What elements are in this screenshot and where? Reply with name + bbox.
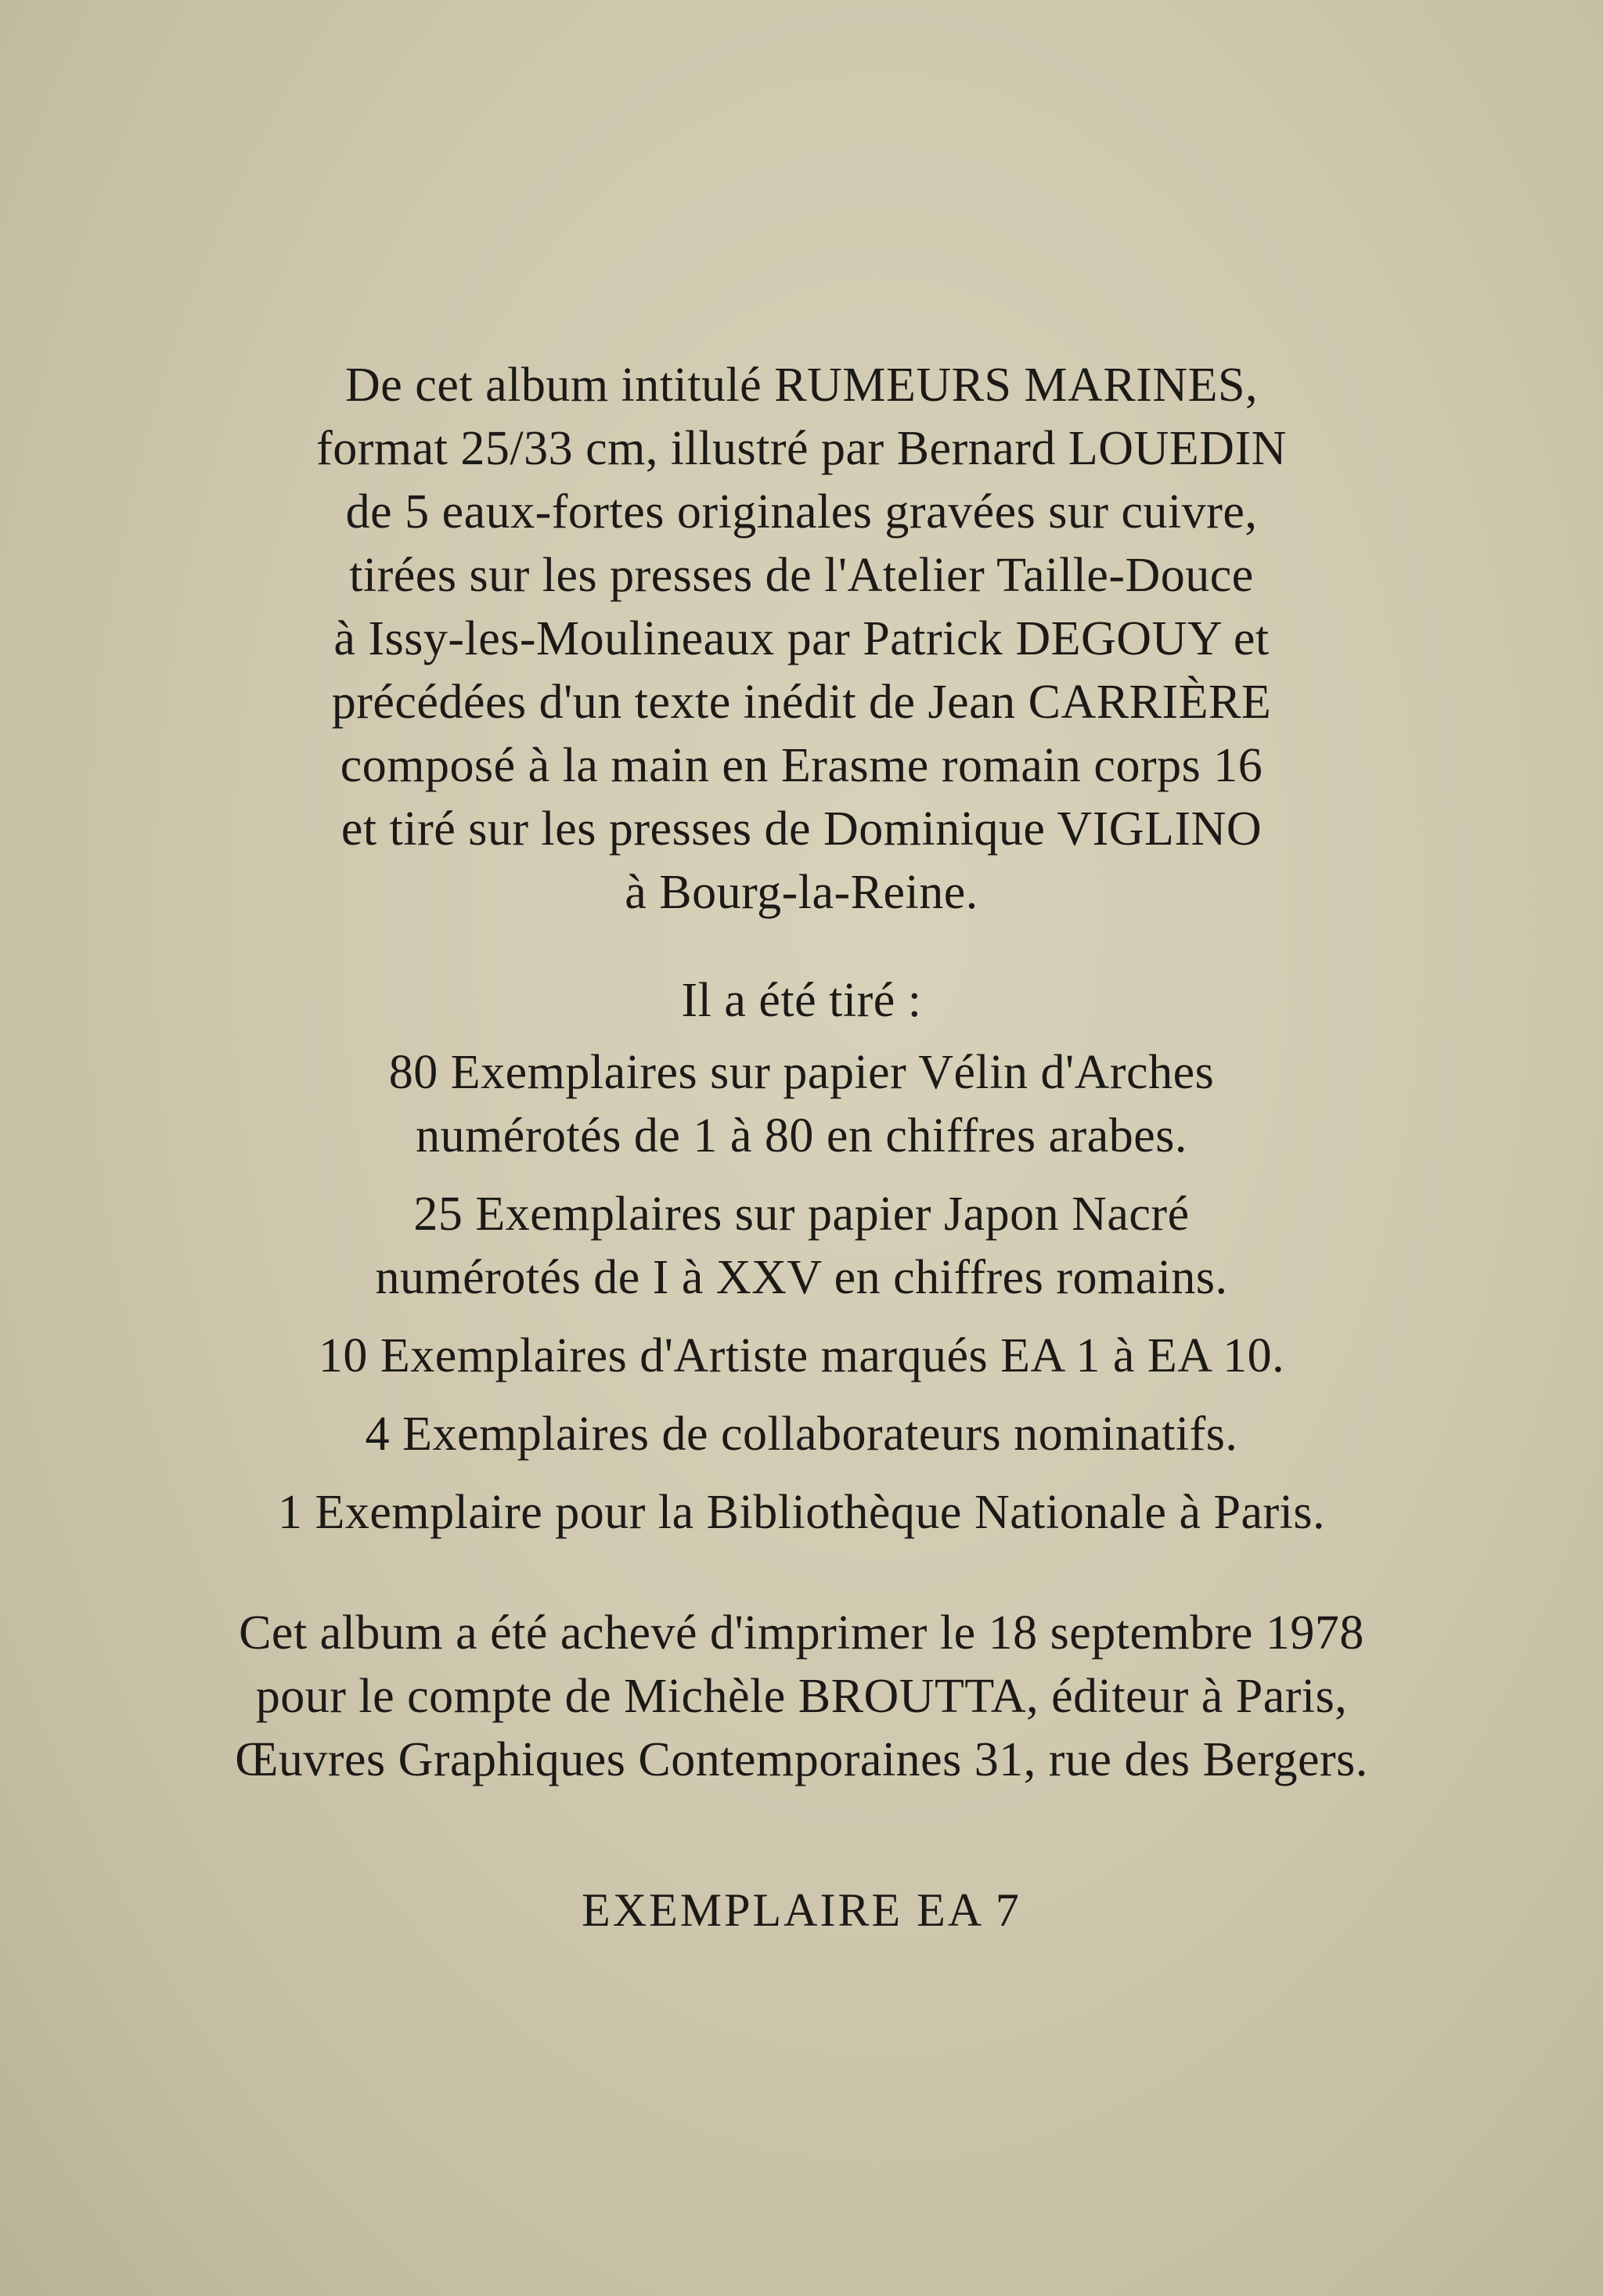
tirage-item-line: 25 Exemplaires sur papier Japon Nacré	[413, 1188, 1190, 1241]
tirage-item-artiste	[0, 1325, 1603, 1388]
colophon-line: Œuvres Graphiques Contemporaines 31, rue des Bergers.	[235, 1733, 1368, 1786]
tirage-heading-text: Il a été tiré :	[681, 974, 922, 1027]
exemplaire-text: EXEMPLAIRE EA 7	[582, 1884, 1021, 1936]
intro-line: et tiré sur les presses de Dominique VIGLINO	[340, 802, 1263, 856]
colophon-line: Cet album a été achevé d'imprimer le 18 septembre 1978	[239, 1606, 1364, 1660]
tirage-item-velin	[0, 1041, 1603, 1168]
intro-line: précédées d'un texte inédit de Jean CARRIÈRE	[331, 676, 1272, 729]
intro-line: à Bourg-la-Reine.	[625, 866, 978, 919]
tirage-item-japon	[0, 1183, 1603, 1310]
tirage-item-line: 1 Exemplaire pour la Bibliothèque Nationale à Paris.	[278, 1486, 1325, 1539]
intro-line: de 5 eaux-fortes originales gravées sur cuivre,	[345, 485, 1258, 539]
colophon-line: pour le compte de Michèle BROUTTA, éditeur à Paris,	[255, 1670, 1348, 1723]
intro-line: à Issy-les-Moulineaux par Patrick DEGOUY et	[333, 612, 1270, 665]
tirage-item-line: 80 Exemplaires sur papier Vélin d'Arches	[388, 1046, 1215, 1099]
tirage-item-collaborateurs	[0, 1403, 1603, 1466]
intro-line: tirées sur les presses de l'Atelier Taille-Douce	[349, 549, 1254, 602]
colophon-paragraph	[0, 1602, 1603, 1792]
tirage-list	[0, 1041, 1603, 1559]
tirage-item-line: numérotés de 1 à 80 en chiffres arabes.	[416, 1109, 1187, 1162]
intro-line: composé à la main en Erasme romain corps 16	[340, 739, 1263, 792]
intro-paragraph	[0, 354, 1603, 925]
exemplaire-number	[0, 1879, 1603, 1942]
intro-line: De cet album intitulé RUMEURS MARINES,	[345, 359, 1258, 412]
tirage-item-line: 10 Exemplaires d'Artiste marqués EA 1 à EA 10.	[318, 1329, 1285, 1382]
tirage-item-bibliotheque	[0, 1481, 1603, 1544]
tirage-item-line: numérotés de I à XXV en chiffres romains.	[375, 1251, 1228, 1304]
tirage-heading	[0, 969, 1603, 1033]
intro-line: format 25/33 cm, illustré par Bernard LOUEDIN	[316, 422, 1287, 475]
tirage-item-line: 4 Exemplaires de collaborateurs nominatifs.	[365, 1408, 1238, 1461]
